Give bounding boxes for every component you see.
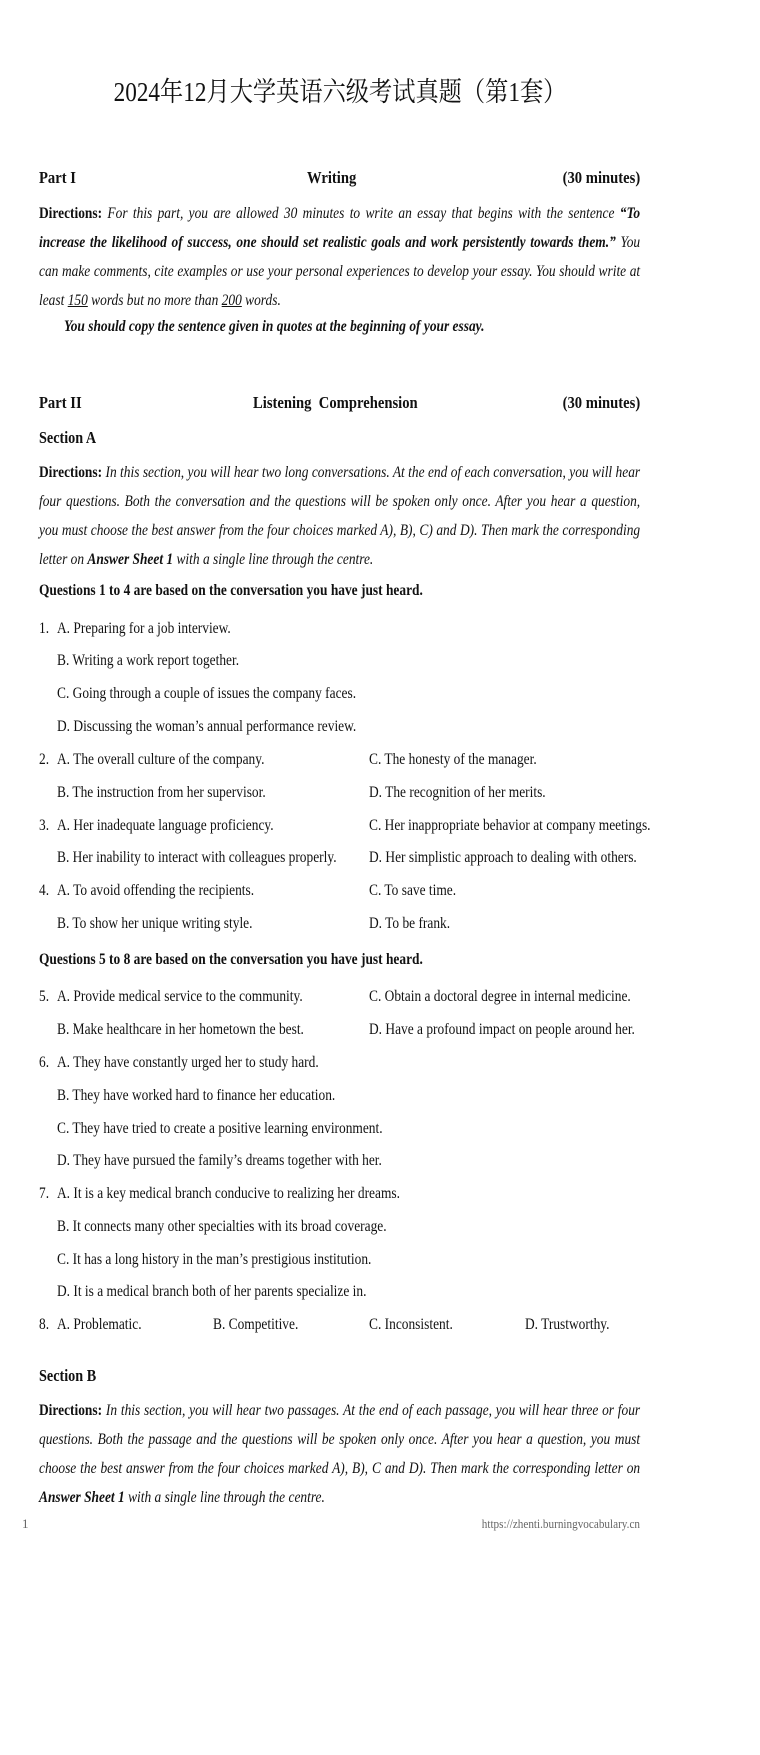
q6-num: 6.: [39, 1054, 50, 1071]
option-d[interactable]: [57, 718, 405, 736]
q5-option-d: D. Have a profound impact on people around her.: [369, 1021, 635, 1038]
directions-text: You can make comments, cite examples or use your personal experiences to develop your essay. You should write at least: [39, 234, 641, 309]
q1-option-d: D. Discussing the woman’s annual performance review.: [57, 718, 357, 735]
q7-option-b: B. It connects many other specialties with its broad coverage.: [57, 1218, 387, 1235]
q6-option-d: D. They have pursued the family’s dreams together with her.: [57, 1152, 382, 1169]
part1-time: (30 minutes): [562, 168, 640, 187]
question-number: [39, 620, 51, 638]
q5-option-a: A. Provide medical service to the community.: [57, 988, 303, 1005]
option-c[interactable]: [369, 751, 564, 769]
option-c[interactable]: [369, 882, 470, 900]
question-group-header: [39, 582, 485, 600]
q6-option-a: A. They have constantly urged her to study hard.: [57, 1054, 319, 1071]
q5-num: 5.: [39, 988, 50, 1005]
option-a[interactable]: [57, 882, 286, 900]
q3-option-d: D. Her simplistic approach to dealing with others.: [369, 849, 637, 866]
question-number: [39, 1316, 51, 1334]
option-a[interactable]: [57, 620, 259, 638]
question-group-text: Questions 1 to 4 are based on the conversation you have just heard.: [39, 582, 423, 599]
part1-directions: [39, 199, 640, 315]
directions-label: Directions:: [39, 205, 103, 222]
directions-text: words.: [245, 292, 281, 309]
q2-num: 2.: [39, 751, 50, 768]
directions-text: words but no more than: [91, 292, 219, 309]
question-number: [39, 988, 51, 1006]
q1-option-b: B. Writing a work report together.: [57, 652, 240, 669]
option-d[interactable]: [369, 1021, 678, 1039]
question-number: [39, 751, 51, 769]
option-b[interactable]: [213, 1316, 312, 1334]
q1-num: 1.: [39, 620, 50, 637]
option-a[interactable]: [57, 751, 298, 769]
max-words: 200: [221, 292, 242, 309]
section-b-label-text: Section B: [39, 1366, 97, 1385]
option-d[interactable]: [57, 1152, 435, 1170]
q8-option-d: D. Trustworthy.: [525, 1316, 610, 1333]
directions-text: For this part, you are allowed 30 minutes to write an essay that begins with the sentence: [107, 205, 615, 222]
question-number: [39, 882, 51, 900]
answer-sheet-ref: Answer Sheet 1: [39, 1489, 125, 1506]
option-c[interactable]: [369, 988, 673, 1006]
option-a[interactable]: [57, 1054, 361, 1072]
directions-label: Directions:: [39, 1402, 103, 1419]
directions-text: with a single line through the centre.: [176, 551, 374, 568]
q4-option-b: B. To show her unique writing style.: [57, 915, 253, 932]
q8-option-a: A. Problematic.: [57, 1316, 142, 1333]
q7-option-c: C. It has a long history in the man’s prestigious institution.: [57, 1251, 372, 1268]
q3-num: 3.: [39, 817, 50, 834]
option-d[interactable]: [369, 915, 463, 933]
section-b-label: [39, 1366, 105, 1386]
option-c[interactable]: [57, 1251, 423, 1269]
q2-option-c: C. The honesty of the manager.: [369, 751, 537, 768]
page-number: 1: [22, 1516, 29, 1531]
section-a-directions: [39, 458, 640, 574]
directions-label: Directions:: [39, 464, 103, 481]
option-d[interactable]: [525, 1316, 623, 1334]
question-number: [39, 1185, 51, 1203]
part2-label: Part II: [39, 393, 82, 412]
page-title: 2024年12月大学英语六级考试真题（第1套）: [113, 77, 567, 107]
option-a[interactable]: [57, 817, 309, 835]
essay-quote: “To increase the likelihood of success, one should set realistic goals and work persistently towards them.”: [39, 205, 641, 251]
question-group-header: [39, 951, 485, 969]
q4-num: 4.: [39, 882, 50, 899]
option-b[interactable]: [57, 784, 300, 802]
q8-num: 8.: [39, 1316, 50, 1333]
part2-name: Listening Comprehension: [253, 393, 418, 412]
copy-note-text: You should copy the sentence given in quotes at the beginning of your essay.: [64, 318, 485, 335]
q4-option-d: D. To be frank.: [369, 915, 451, 932]
q8-option-c: C. Inconsistent.: [369, 1316, 453, 1333]
option-a[interactable]: [57, 1316, 155, 1334]
option-c[interactable]: [369, 817, 696, 835]
option-c[interactable]: [57, 685, 405, 703]
part1-label: Part I: [39, 168, 76, 187]
question-number: [39, 1054, 51, 1072]
q6-option-c: C. They have tried to create a positive learning environment.: [57, 1120, 383, 1137]
part2-time: (30 minutes): [562, 393, 640, 412]
min-words: 150: [67, 292, 88, 309]
directions-text: In this section, you will hear two long conversations. At the end of each conversation, you will hear four questions. Both the conversation and the questions will be spoken only once. After you hear a question, you must choose the best answer from the four choices marked A), B), C) and D). Then mark the corresponding letter on: [39, 464, 641, 568]
directions-text: In this section, you will hear two passages. At the end of each passage, you will hear three or four questions. Both the passage and the questions will be spoken only once. After you hear a question, you must choose the best answer from the four choices marked A), B), C and D). Then mark the corresponding letter on: [39, 1402, 641, 1477]
option-d[interactable]: [369, 784, 574, 802]
option-b[interactable]: [57, 915, 284, 933]
q4-option-c: C. To save time.: [369, 882, 457, 899]
option-b[interactable]: [57, 1087, 381, 1105]
question-number: [39, 817, 51, 835]
q3-option-b: B. Her inability to interact with colleagues properly.: [57, 849, 337, 866]
option-b[interactable]: [57, 1021, 344, 1039]
option-a[interactable]: [57, 988, 343, 1006]
option-d[interactable]: [369, 849, 680, 867]
directions-text: with a single line through the centre.: [128, 1489, 325, 1506]
copy-note: [64, 318, 553, 336]
q1-option-a: A. Preparing for a job interview.: [57, 620, 231, 637]
option-a[interactable]: [57, 1185, 456, 1203]
q7-num: 7.: [39, 1185, 50, 1202]
part1-name: Writing: [307, 168, 357, 187]
q5-option-c: C. Obtain a doctoral degree in internal medicine.: [369, 988, 631, 1005]
q1-option-c: C. Going through a couple of issues the company faces.: [57, 685, 357, 702]
section-a-label-text: Section A: [39, 428, 97, 447]
q2-option-a: A. The overall culture of the company.: [57, 751, 265, 768]
option-b[interactable]: [57, 849, 382, 867]
q3-option-c: C. Her inappropriate behavior at company meetings.: [369, 817, 651, 834]
q4-option-a: A. To avoid offending the recipients.: [57, 882, 255, 899]
q7-option-d: D. It is a medical branch both of her parents specialize in.: [57, 1283, 367, 1300]
q7-option-a: A. It is a key medical branch conducive to realizing her dreams.: [57, 1185, 400, 1202]
section-a-label: [39, 428, 105, 448]
q2-option-b: B. The instruction from her supervisor.: [57, 784, 266, 801]
option-d[interactable]: [57, 1283, 417, 1301]
q2-option-d: D. The recognition of her merits.: [369, 784, 546, 801]
q8-option-b: B. Competitive.: [213, 1316, 299, 1333]
option-c[interactable]: [57, 1120, 436, 1138]
question-group-text: Questions 5 to 8 are based on the conversation you have just heard.: [39, 951, 423, 968]
q5-option-b: B. Make healthcare in her hometown the best.: [57, 1021, 304, 1038]
answer-sheet-ref: Answer Sheet 1: [87, 551, 174, 568]
option-c[interactable]: [369, 1316, 466, 1334]
part1-header: [39, 166, 640, 190]
option-b[interactable]: [57, 652, 269, 670]
part2-header: [39, 391, 640, 415]
source-url-text: https://zhenti.burningvocabulary.cn: [481, 1516, 640, 1531]
q6-option-b: B. They have worked hard to finance her education.: [57, 1087, 336, 1104]
section-b-directions: [39, 1396, 640, 1512]
q3-option-a: A. Her inadequate language proficiency.: [57, 817, 274, 834]
option-b[interactable]: [57, 1218, 440, 1236]
source-url[interactable]: [456, 1516, 640, 1532]
